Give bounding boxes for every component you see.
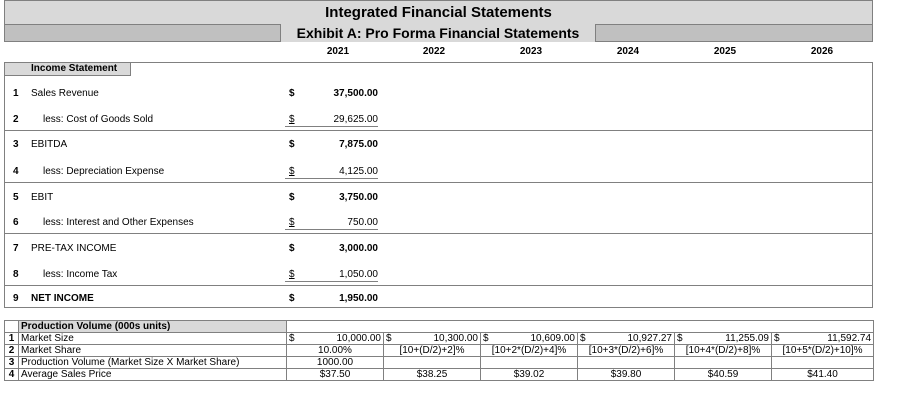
row-label: Production Volume (Market Size X Market Share) — [19, 357, 287, 369]
currency-symbol: $ — [289, 139, 295, 150]
price-cell: $39.02 — [481, 369, 578, 381]
subtotal-underline — [285, 126, 378, 127]
row-number: 3 — [5, 357, 19, 369]
amount-value: 750.00 — [347, 217, 378, 228]
currency-symbol: $ — [289, 333, 295, 344]
year-header: 2025 — [713, 46, 737, 57]
volume-cell — [772, 357, 874, 369]
currency-symbol: $ — [774, 333, 780, 344]
production-volume-table — [4, 320, 874, 381]
production-heading: Production Volume (000s units) — [19, 321, 287, 333]
price-cell: $41.40 — [772, 369, 874, 381]
year-header: 2021 — [326, 46, 350, 57]
volume-cell — [384, 357, 481, 369]
row-separator — [5, 130, 873, 131]
market-share-cell: [10+(D/2)+2]% — [384, 345, 481, 357]
market-size-cell — [578, 333, 675, 345]
row-label: less: Interest and Other Expenses — [43, 217, 194, 228]
row-label: Market Share — [19, 345, 287, 357]
row-number: 1 — [13, 88, 19, 99]
market-size-cell — [287, 333, 384, 345]
row-label: NET INCOME — [31, 293, 94, 304]
volume-cell: 1000.00 — [287, 357, 384, 369]
row-number: 2 — [13, 114, 19, 125]
income-statement-heading: Income Statement — [5, 63, 131, 76]
currency-symbol: $ — [289, 192, 295, 203]
cell-value: 11,592.74 — [827, 333, 872, 344]
cell-value: 11,255.09 — [725, 333, 769, 344]
subtotal-underline — [285, 229, 378, 230]
market-size-cell — [772, 333, 874, 345]
income-statement-panel — [4, 62, 873, 308]
market-share-cell: [10+4*(D/2)+8]% — [675, 345, 772, 357]
row-number: 4 — [13, 166, 19, 177]
currency-symbol: $ — [289, 88, 295, 99]
amount-value: 7,875.00 — [339, 139, 378, 150]
market-size-cell — [675, 333, 772, 345]
currency-symbol: $ — [580, 333, 586, 344]
price-cell: $39.80 — [578, 369, 675, 381]
volume-cell — [675, 357, 772, 369]
amount-value: 37,500.00 — [333, 88, 378, 99]
price-cell: $37.50 — [287, 369, 384, 381]
table-row — [5, 369, 874, 381]
currency-symbol: $ — [289, 217, 295, 228]
header-spacer — [287, 321, 874, 333]
row-number: 6 — [13, 217, 19, 228]
currency-symbol: $ — [289, 166, 295, 177]
year-header: 2026 — [810, 46, 834, 57]
row-number: 1 — [5, 333, 19, 345]
row-label: PRE-TAX INCOME — [31, 243, 117, 254]
row-number: 4 — [5, 369, 19, 381]
statement-subtitle: Exhibit A: Pro Forma Financial Statements — [280, 24, 596, 42]
volume-cell — [481, 357, 578, 369]
row-number: 7 — [13, 243, 19, 254]
amount-value: 1,950.00 — [339, 293, 378, 304]
year-header: 2022 — [422, 46, 446, 57]
market-size-cell — [384, 333, 481, 345]
cell-value: 10,609.00 — [530, 333, 575, 344]
table-row — [5, 333, 874, 345]
cell-value: 10,300.00 — [433, 333, 478, 344]
price-cell: $38.25 — [384, 369, 481, 381]
row-label: Sales Revenue — [31, 88, 99, 99]
market-share-cell: 10.00% — [287, 345, 384, 357]
row-number: 5 — [13, 192, 19, 203]
row-separator — [5, 285, 873, 286]
market-share-cell: [10+2*(D/2)+4]% — [481, 345, 578, 357]
row-number: 2 — [5, 345, 19, 357]
market-size-cell — [481, 333, 578, 345]
row-number: 8 — [13, 269, 19, 280]
row-label: EBIT — [31, 192, 54, 203]
subtotal-underline — [285, 281, 378, 282]
amount-value: 4,125.00 — [339, 166, 378, 177]
statement-title: Integrated Financial Statements — [4, 0, 873, 24]
table-row — [5, 321, 874, 333]
currency-symbol: $ — [289, 293, 295, 304]
row-label: less: Cost of Goods Sold — [43, 114, 154, 125]
row-label: EBITDA — [31, 139, 68, 150]
row-separator — [5, 233, 873, 234]
cell-value: 10,000.00 — [336, 333, 381, 344]
currency-symbol: $ — [386, 333, 392, 344]
row-label: less: Depreciation Expense — [43, 166, 165, 177]
row-separator — [5, 182, 873, 183]
table-row — [5, 345, 874, 357]
subtotal-underline — [285, 178, 378, 179]
row-label: Market Size — [19, 333, 287, 345]
volume-cell — [578, 357, 675, 369]
year-header: 2024 — [616, 46, 640, 57]
row-number: 3 — [13, 139, 19, 150]
market-share-cell: [10+5*(D/2)+10]% — [772, 345, 874, 357]
row-label: less: Income Tax — [43, 269, 118, 280]
row-label: Average Sales Price — [19, 369, 287, 381]
year-header: 2023 — [519, 46, 543, 57]
amount-value: 3,000.00 — [339, 243, 378, 254]
currency-symbol: $ — [289, 243, 295, 254]
amount-value: 1,050.00 — [339, 269, 378, 280]
currency-symbol: $ — [483, 333, 489, 344]
row-number — [5, 321, 19, 333]
table-row — [5, 357, 874, 369]
cell-value: 10,927.27 — [627, 333, 672, 344]
currency-symbol: $ — [289, 114, 295, 125]
currency-symbol: $ — [677, 333, 683, 344]
currency-symbol: $ — [289, 269, 295, 280]
row-number: 9 — [13, 293, 19, 304]
amount-value: 3,750.00 — [339, 192, 378, 203]
market-share-cell: [10+3*(D/2)+6]% — [578, 345, 675, 357]
price-cell: $40.59 — [675, 369, 772, 381]
amount-value: 29,625.00 — [333, 114, 378, 125]
